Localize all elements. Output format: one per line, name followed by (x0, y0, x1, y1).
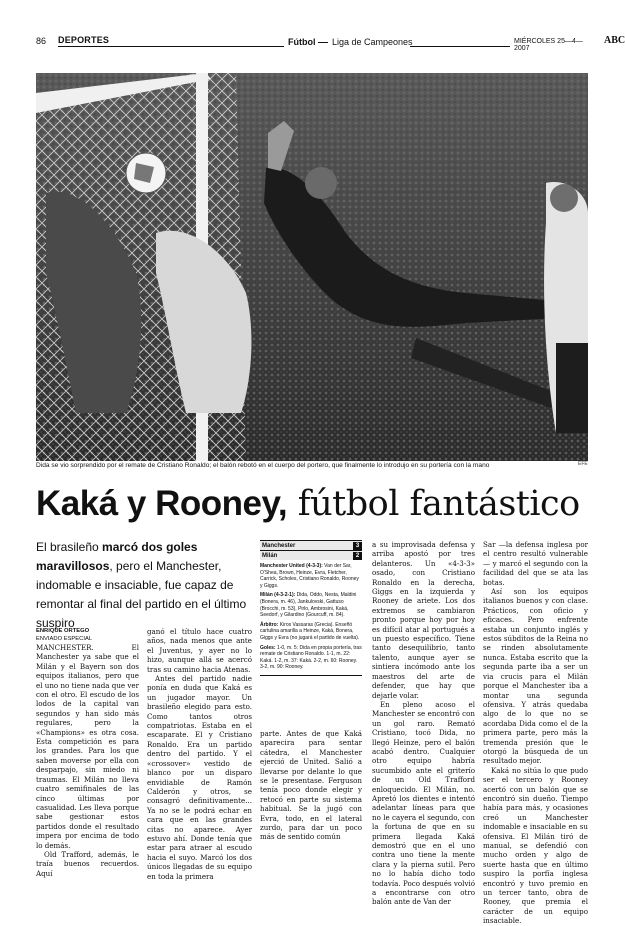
headline-regular: fútbol fantástico (287, 484, 580, 524)
score-row-away (260, 550, 362, 560)
photo-caption: Dida se vio sorprendido por el remate de Cristiano Ronaldo; el balón rebotó en el cuerpo del portero, que finalmente lo introdujo en su portería con la mano (36, 462, 490, 469)
paragraph: Así son los equipos italianos buenos y con clase. Prácticos, con oficio y eficaces. Pero enfrente estaba un conjunto inglés y estos súbditos de la Reina no se rinden absolutamente nunca. Estaba escrito que la segunda parte iba a ser un via crucis para el Milán porque el Manchester iba a montar una segunda ofensiva. Y atrás quedaba algo de lo que no se acordaba Dida como el de la primera parte, pero más la tremenda presión que le otorgó la búsqueda de un resultado mejor. (483, 587, 588, 766)
paragraph: MANCHESTER. El Manchester ya sabe que el Milán y el Bayern son dos equipos italianos, pero que el uno no tiene nada que ver con el otro. El escudo de los lodos de la capital van segundos y han sido más regulares, pero la «Champions» es otra cosa. Esta competición es para los grandes. Para los que saben moverse por ella con desparpajo, sin miedo ni traumas. El Milán no lleva cuatro semifinales de las cinco últimas por casualidad. Les lleva porque sabe gestionar estos partidos donde el resultado impera por encima de todo lo demás. (36, 643, 139, 850)
header-rule (318, 42, 328, 43)
page-number: 86 (36, 36, 47, 46)
paragraph: Old Trafford, además, le traía buenos recuerdos. Aquí (36, 849, 139, 878)
newspaper-brand: ABC (604, 35, 625, 46)
team-home: Manchester (262, 543, 296, 549)
goals-label: Goles: (260, 644, 276, 651)
score-home: 3 (353, 542, 362, 550)
paragraph: ganó el título hace cuatro años, nada menos que ante el Juventus, y ayer no lo hizo, aunque allá se acercó tras su camino hacia Atenas. (147, 627, 252, 674)
lede-after: , pero el Manchester, indomable e insaciable, fue capaz de remontar al final del partido en el último suspiro (36, 559, 247, 630)
lineup-away-label: Milán (4-3-2-1): (260, 592, 296, 599)
match-photo (36, 73, 588, 461)
lineup-home-text: Van der Sar, O'Shea, Brown, Heinze, Evra, Fletcher, Carrick, Scholes, Cristiano Ronaldo, Rooney y Giggs. (260, 563, 359, 589)
article-column-4 (372, 540, 475, 907)
lede-before: El brasileño (36, 540, 103, 554)
lede-bold: marcó dos goles maravillosos (36, 540, 198, 573)
goalkeeper-photo-illustration (36, 73, 588, 461)
paragraph: Sar —la defensa inglesa por el centro resultó vulnerable— y marcó el segundo con la facilidad del que se ata las botas. (483, 540, 588, 587)
article-column-2 (147, 627, 252, 881)
paragraph: En pleno acoso el Manchester se encontró con un gol raro. Remató Cristiano, tocó Dida, no llegó Heinze, pero el balón acabó dentro. Cualquier otro equipo habría sucumbido ante el griterío de un Old Trafford enloquecido. El Milán, no. Apretó los dientes e intentó adelantar líneas para que no le cayera el segundo, con la fortuna de que en su primera llegada Kaká demostró que en el uno contra uno tiene la mente clara y la pierna sutil. Pero no lo había dicho todo todavía. Poco después volvió a encontrarse con otro balón ante de Van der (372, 699, 475, 907)
header-rule (58, 46, 284, 47)
paragraph: Antes del partido nadie ponía en duda que Kaká es un jugador mayor. Un brasileño elegido para esto. Como tantos otros compatriotas. Estaba en el escaparate. El y Cristiano Ronaldo. Era un partido dentro del partido. Y el «crossover» vestido de blanco por un disparo envidiable de Ramón Calderón y otros, se consagró definitivamente... Ya no se le podrá echar en cara que en las grandes citas no aparece. Ayer estuvo ahí. Donde tenía que estar para atraer al escudo hacia el suyo. Marcó los dos únicos llegadas de su equipo en toda la primera (147, 674, 252, 881)
score-away: 2 (353, 552, 362, 560)
headline-bold: Kaká y Rooney, (36, 484, 288, 523)
issue-date: MIÉRCOLES 25—4—2007 (514, 38, 583, 52)
match-datasheet (260, 540, 362, 676)
header-rule (410, 46, 510, 47)
referee-info (260, 622, 362, 642)
lineup-away-text: Dida, Oddo, Nesta, Maldini (Bonera, m. 46), Jankulovski, Gattuso (Brocchi, m. 53), Pirlo, Ambrosini, Kaká, Seedorf, y Gilardino (Gourcuff, m. 84). (260, 592, 357, 619)
page-header (36, 34, 625, 52)
referee-label: Árbitro: (260, 621, 279, 628)
subtopic-label: Liga de Campeones (332, 37, 413, 47)
article-column-5 (483, 540, 588, 926)
article-column-3 (260, 729, 362, 841)
lineup-home-label: Manchester United (4-3-3): (260, 563, 323, 569)
paragraph: parte. Antes de que Kaká aparecira para sentar cátedra, el Manchester ejerció de United. Salió a llevarse por delante lo que se le presentase. Ferguson tenía poco donde elegir y retocó en parte su sistema habitual. Se la jugó con Evra, todo, en el lateral zurdo, para dar un poco más de sentido común (260, 729, 362, 842)
byline-author: ENRIQUE ORTEGO (36, 628, 90, 634)
score-row-home (260, 540, 362, 550)
goals-info (260, 645, 362, 671)
photo-credit: EFE (578, 461, 588, 467)
section-label: DEPORTES (58, 35, 110, 45)
headline (36, 484, 588, 524)
lineup-home (260, 563, 362, 589)
article-column-1 (36, 643, 139, 878)
referee-text: Kiros Vassaras (Grecia). Enseñó cartulina amarilla a Heinze, Kaká, Bonera, Giggs y Evra (no jugará el partido de vuelta). (260, 621, 360, 641)
byline-role: ENVIADO ESPECIAL (36, 636, 93, 642)
team-away: Milán (262, 553, 278, 559)
paragraph: a su improvisada defensa y arriba apostó por tres delanteros. Un «4-3-3» osado, con Cristiano Ronaldo en la derecha, Giggs en la izquierda y Rooney de ariete. Los dos extremos se cambiaron pronto porque hoy por hoy es difícil atar al portugués a un puesto específico. Tiene tanto desequilibrio, tanto talento, aunque ayer se sintiera incómodo ante los maestros del arte de defender, que hay que dejarle volar. (372, 540, 475, 700)
byline (36, 627, 92, 643)
lineup-away (260, 592, 362, 618)
paragraph: Kaká no sitúa lo que pudo ser el tercero y Rooney acertó con un balón que se encontró sin dueño. Tiempo había para más, y ocasiones creó un Manchester indomable e insaciable en su ofensiva. El Milán tiró de manual, se defendió con mucho orden y algo de suerte hasta que en último suspiro la porfía inglesa encontró y tuvo premio en un tercer tanto, obra de Rooney, que premia el carácter de un equipo insaciable. (483, 765, 588, 926)
goals-text: 1-0, m. 5: Dida en propia portería, tras remate de Cristiano Ronaldo. 1-1, m. 22: Kaká. 1-2, m. 37: Kaká. 2-2, m. 60: Rooney. 3-2, m. 90: Rooney. (260, 644, 362, 671)
topic-label: Fútbol (288, 37, 316, 47)
datasheet-rule (260, 675, 362, 676)
lede (36, 538, 256, 633)
